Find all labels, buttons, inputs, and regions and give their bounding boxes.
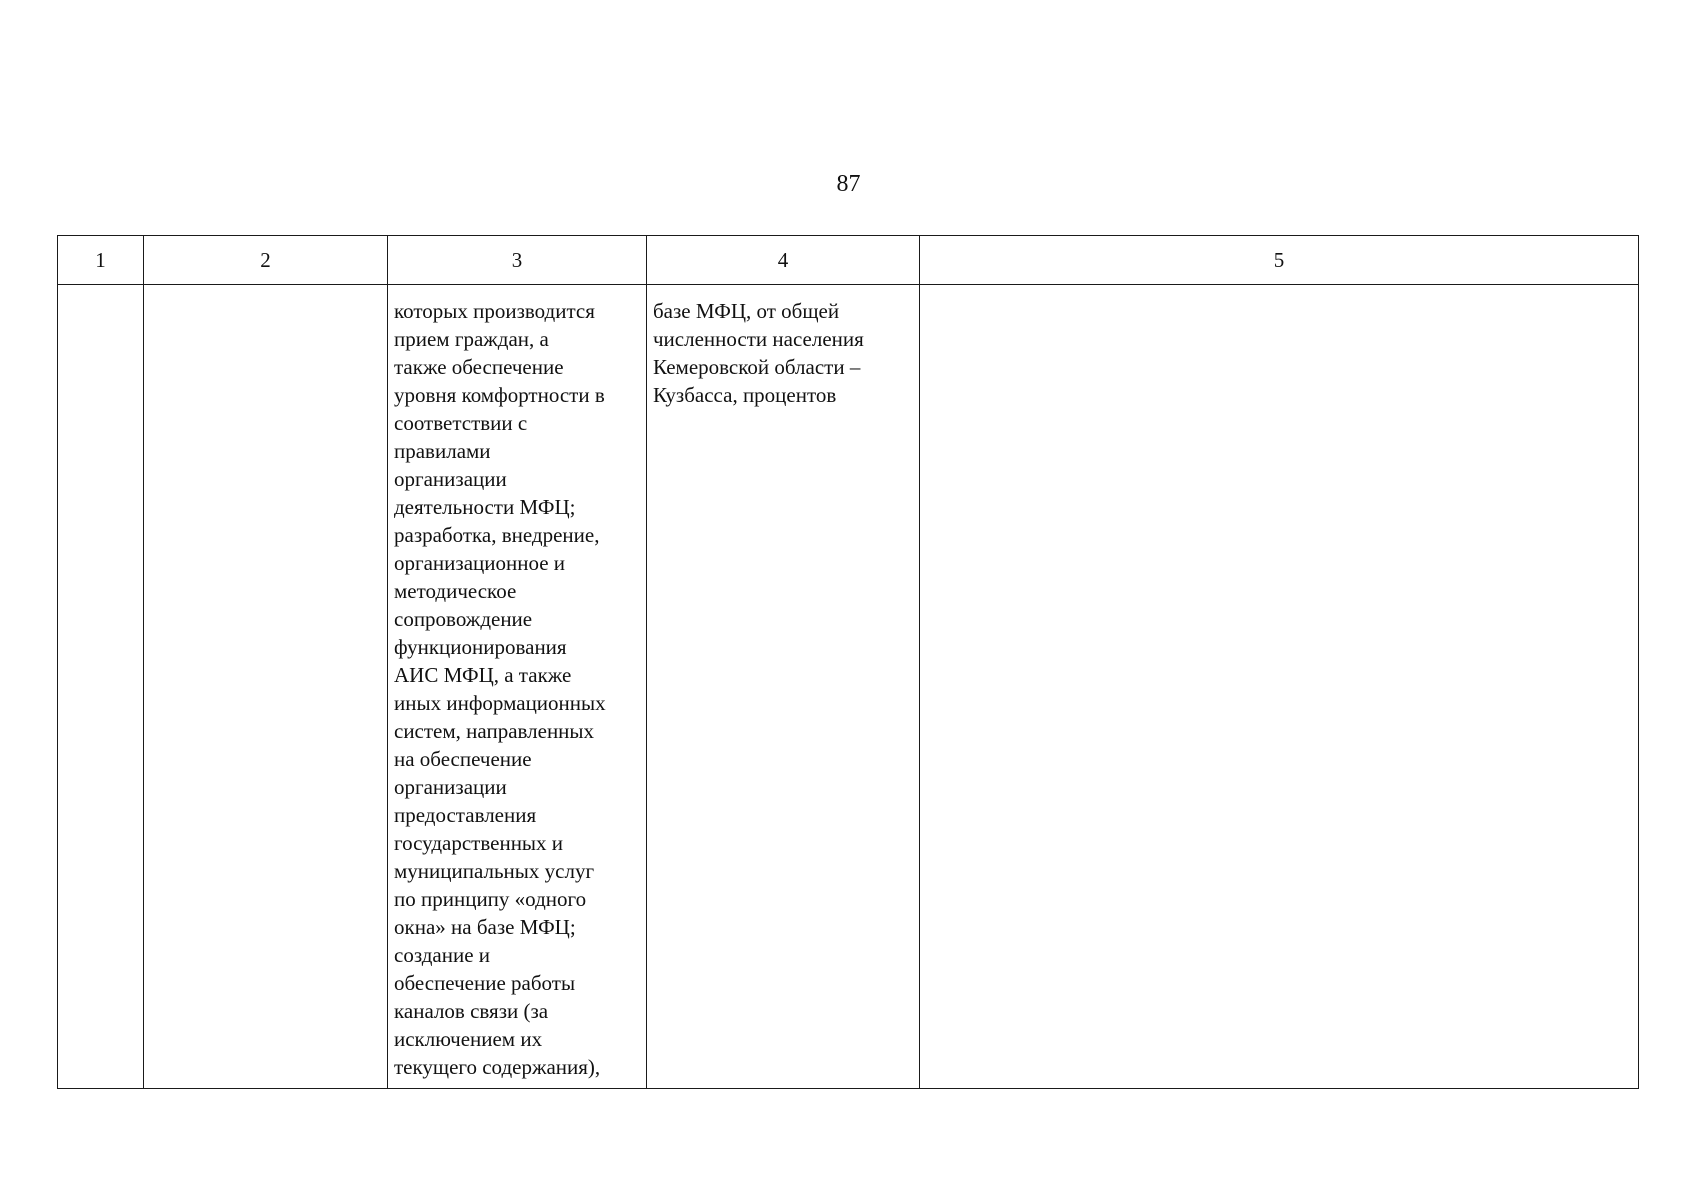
header-cell-col1: 1 xyxy=(58,236,144,285)
text-line: окна» на базе МФЦ; xyxy=(394,915,576,939)
text-line: функционирования xyxy=(394,635,567,659)
text-line: по принципу «одного xyxy=(394,887,587,911)
header-cell-col5: 5 xyxy=(920,236,1639,285)
text-line: которых производится xyxy=(394,299,595,323)
header-cell-col4: 4 xyxy=(647,236,920,285)
col3-text xyxy=(388,285,646,1081)
text-line: также обеспечение xyxy=(394,355,564,379)
text-line: иных информационных xyxy=(394,691,606,715)
text-line: АИС МФЦ, а также xyxy=(394,663,572,687)
text-line: прием граждан, а xyxy=(394,327,549,351)
text-line: Кузбасса, процентов xyxy=(653,383,837,407)
text-line: на обеспечение xyxy=(394,747,532,771)
text-line: деятельности МФЦ; xyxy=(394,495,576,519)
body-cell-col5 xyxy=(920,285,1639,1089)
body-cell-col2 xyxy=(144,285,388,1089)
text-line: муниципальных услуг xyxy=(394,859,595,883)
table-header-row xyxy=(58,236,1639,285)
text-line: соответствии с xyxy=(394,411,528,435)
text-line: обеспечение работы xyxy=(394,971,576,995)
text-line: исключением их xyxy=(394,1027,543,1051)
header-cell-col3: 3 xyxy=(388,236,647,285)
text-line: организации xyxy=(394,775,507,799)
text-line: организации xyxy=(394,467,507,491)
table-row xyxy=(58,285,1639,1089)
body-cell-col3 xyxy=(388,285,647,1089)
text-line: базе МФЦ, от общей xyxy=(653,299,840,323)
text-line: методическое xyxy=(394,579,517,603)
text-line: уровня комфортности в xyxy=(394,383,605,407)
text-line: организационное и xyxy=(394,551,566,575)
document-table xyxy=(57,235,1639,1089)
text-line: численности населения xyxy=(653,327,864,351)
text-line: государственных и xyxy=(394,831,564,855)
body-cell-col4 xyxy=(647,285,920,1089)
text-line: правилами xyxy=(394,439,491,463)
text-line: предоставления xyxy=(394,803,537,827)
text-line: разработка, внедрение, xyxy=(394,523,600,547)
body-cell-col1 xyxy=(58,285,144,1089)
text-line: Кемеровской области – xyxy=(653,355,861,379)
page-number: 87 xyxy=(836,171,861,197)
text-line: систем, направленных xyxy=(394,719,595,743)
text-line: текущего содержания), xyxy=(394,1055,601,1079)
text-line: сопровождение xyxy=(394,607,533,631)
header-cell-col2: 2 xyxy=(144,236,388,285)
col4-text xyxy=(647,285,919,409)
text-line: создание и xyxy=(394,943,491,967)
text-line: каналов связи (за xyxy=(394,999,549,1023)
